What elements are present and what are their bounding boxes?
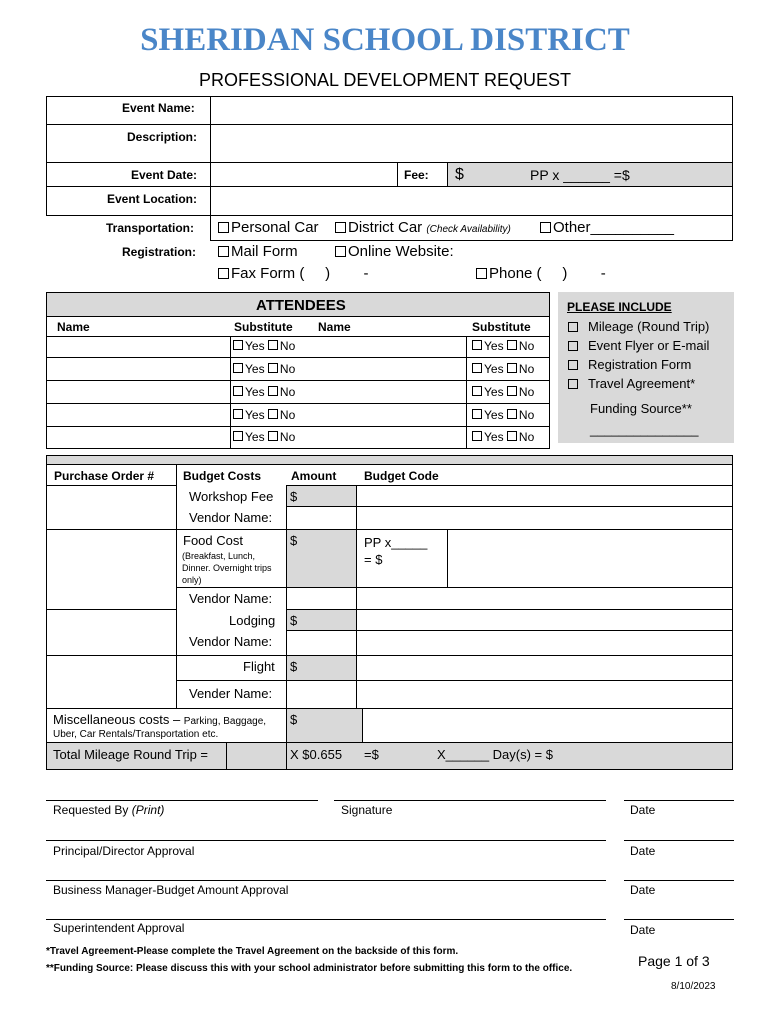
- registration-online-option[interactable]: Online Website:: [335, 243, 454, 260]
- principal-approval-label: Principal/Director Approval: [53, 844, 195, 858]
- checkbox-icon[interactable]: [268, 363, 278, 373]
- event-location-label: Event Location:: [107, 192, 198, 206]
- misc-costs-amount[interactable]: $: [290, 712, 298, 727]
- transportation-label: Transportation:: [106, 221, 195, 235]
- mileage-rate: X $0.655: [290, 747, 343, 762]
- attendees-title: ATTENDEES: [256, 297, 346, 314]
- checkbox-icon[interactable]: [568, 360, 578, 370]
- checkbox-icon[interactable]: [568, 379, 578, 389]
- mileage-eq[interactable]: =$: [364, 747, 379, 762]
- vendor-name-label: Vendor Name:: [189, 510, 273, 525]
- date-label: Date: [630, 844, 656, 858]
- district-title: SHERIDAN SCHOOL DISTRICT: [140, 22, 630, 58]
- substitute-yes-no[interactable]: Yes No: [233, 339, 295, 353]
- substitute-yes-no[interactable]: Yes No: [472, 339, 534, 353]
- vender-name-label: Vender Name:: [189, 686, 273, 701]
- checkbox-icon[interactable]: [568, 341, 578, 351]
- mileage-days[interactable]: X______ Day(s) = $: [437, 747, 553, 762]
- budget-col-amount: Amount: [291, 469, 337, 483]
- description-label: Description:: [127, 130, 198, 144]
- attendees-col-name-1: Name: [57, 320, 90, 334]
- misc-costs-note: Uber, Car Rentals/Transportation etc.: [53, 729, 219, 740]
- substitute-yes-no[interactable]: Yes No: [472, 362, 534, 376]
- checkbox-icon[interactable]: [507, 409, 517, 419]
- lodging-amount[interactable]: $: [290, 613, 298, 628]
- checkbox-icon[interactable]: [233, 386, 243, 396]
- checkbox-icon[interactable]: [233, 431, 243, 441]
- workshop-fee-amount[interactable]: $: [290, 489, 298, 504]
- checkbox-icon[interactable]: [218, 246, 229, 257]
- event-name-label: Event Name:: [122, 101, 195, 115]
- checkbox-icon[interactable]: [233, 340, 243, 350]
- event-date-field[interactable]: [212, 164, 396, 185]
- budget-col-po: Purchase Order #: [54, 469, 155, 483]
- flight-amount[interactable]: $: [290, 659, 298, 674]
- attendees-col-substitute-2: Substitute: [472, 320, 531, 334]
- food-cost-amount[interactable]: $: [290, 533, 298, 548]
- substitute-yes-no[interactable]: Yes No: [472, 430, 534, 444]
- checkbox-icon[interactable]: [507, 386, 517, 396]
- checkbox-icon[interactable]: [218, 268, 229, 279]
- workshop-fee-label: Workshop Fee: [189, 489, 274, 504]
- registration-label: Registration:: [122, 245, 197, 259]
- footnote-travel-agreement: *Travel Agreement-Please complete the Travel Agreement on the backside of this form.: [46, 946, 459, 957]
- transport-personal-option[interactable]: Personal Car: [218, 219, 319, 236]
- food-cost-label: Food Cost: [183, 533, 243, 548]
- registration-phone-option[interactable]: Phone ( ) -: [476, 265, 606, 282]
- include-item[interactable]: Mileage (Round Trip): [568, 319, 709, 334]
- vendor-name-label: Vendor Name:: [189, 634, 273, 649]
- business-manager-approval-label: Business Manager-Budget Amount Approval: [53, 883, 289, 897]
- budget-col-costs: Budget Costs: [183, 469, 261, 483]
- food-cost-note: (Breakfast, Lunch, Dinner. Overnight trips only): [182, 551, 272, 585]
- funding-source-line[interactable]: _______________: [590, 422, 699, 437]
- substitute-yes-no[interactable]: Yes No: [233, 385, 295, 399]
- checkbox-icon[interactable]: [268, 386, 278, 396]
- substitute-yes-no[interactable]: Yes No: [233, 362, 295, 376]
- substitute-yes-no[interactable]: Yes No: [233, 430, 295, 444]
- checkbox-icon[interactable]: [472, 431, 482, 441]
- checkbox-icon[interactable]: [476, 268, 487, 279]
- date-label: Date: [630, 803, 656, 817]
- checkbox-icon[interactable]: [568, 322, 578, 332]
- checkbox-icon[interactable]: [335, 222, 346, 233]
- attendees-col-substitute-1: Substitute: [234, 320, 293, 334]
- date-label: Date: [630, 923, 656, 937]
- checkbox-icon[interactable]: [507, 340, 517, 350]
- form-title: PROFESSIONAL DEVELOPMENT REQUEST: [198, 70, 572, 90]
- checkbox-icon[interactable]: [472, 386, 482, 396]
- date-label: Date: [630, 883, 656, 897]
- fee-formula[interactable]: PP x ______ =$: [530, 167, 630, 183]
- please-include-title: PLEASE INCLUDE: [567, 300, 672, 314]
- include-item[interactable]: Event Flyer or E-mail: [568, 338, 709, 353]
- substitute-yes-no[interactable]: Yes No: [233, 408, 295, 422]
- event-name-field[interactable]: [212, 98, 730, 123]
- food-pp-line2[interactable]: = $: [364, 552, 383, 567]
- checkbox-icon[interactable]: [507, 363, 517, 373]
- checkbox-icon[interactable]: [233, 363, 243, 373]
- transport-other-option[interactable]: Other__________: [540, 219, 674, 236]
- event-location-field[interactable]: [212, 188, 730, 214]
- food-pp-line1[interactable]: PP x_____: [364, 535, 428, 550]
- funding-source-label: Funding Source**: [590, 401, 692, 416]
- fee-label: Fee:: [404, 168, 429, 182]
- footnote-funding-source: **Funding Source: Please discuss this with your school administrator before submitting this form to the office.: [46, 963, 573, 974]
- event-date-label: Event Date:: [131, 168, 198, 182]
- checkbox-icon[interactable]: [540, 222, 551, 233]
- description-field[interactable]: [212, 126, 730, 161]
- checkbox-icon[interactable]: [268, 431, 278, 441]
- checkbox-icon[interactable]: [472, 409, 482, 419]
- checkbox-icon[interactable]: [233, 409, 243, 419]
- lodging-label: Lodging: [229, 613, 276, 628]
- include-item[interactable]: Travel Agreement*: [568, 376, 695, 391]
- transport-district-option[interactable]: District Car (Check Availability): [335, 219, 511, 236]
- flight-label: Flight: [243, 659, 275, 674]
- attendees-col-name-2: Name: [318, 320, 351, 334]
- requested-by-label: Requested By (Print): [53, 803, 165, 817]
- page-number: Page 1 of 3: [638, 953, 710, 969]
- budget-col-code: Budget Code: [364, 469, 439, 483]
- substitute-yes-no[interactable]: Yes No: [472, 408, 534, 422]
- checkbox-icon[interactable]: [268, 409, 278, 419]
- checkbox-icon[interactable]: [335, 246, 346, 257]
- checkbox-icon[interactable]: [472, 363, 482, 373]
- form-date: 8/10/2023: [671, 981, 716, 992]
- substitute-yes-no[interactable]: Yes No: [472, 385, 534, 399]
- checkbox-icon[interactable]: [268, 340, 278, 350]
- registration-mail-option[interactable]: Mail Form: [218, 243, 298, 260]
- checkbox-icon[interactable]: [218, 222, 229, 233]
- fee-dollar: $: [455, 166, 464, 183]
- misc-costs-label: Miscellaneous costs – Parking, Baggage,: [53, 712, 267, 727]
- signature-label: Signature: [341, 803, 393, 817]
- checkbox-icon[interactable]: [507, 431, 517, 441]
- mileage-label: Total Mileage Round Trip =: [53, 747, 209, 762]
- checkbox-icon[interactable]: [472, 340, 482, 350]
- include-item[interactable]: Registration Form: [568, 357, 691, 372]
- vendor-name-label: Vendor Name:: [189, 591, 273, 606]
- registration-fax-option[interactable]: Fax Form ( ) -: [218, 265, 369, 282]
- superintendent-approval-label: Superintendent Approval: [53, 921, 185, 935]
